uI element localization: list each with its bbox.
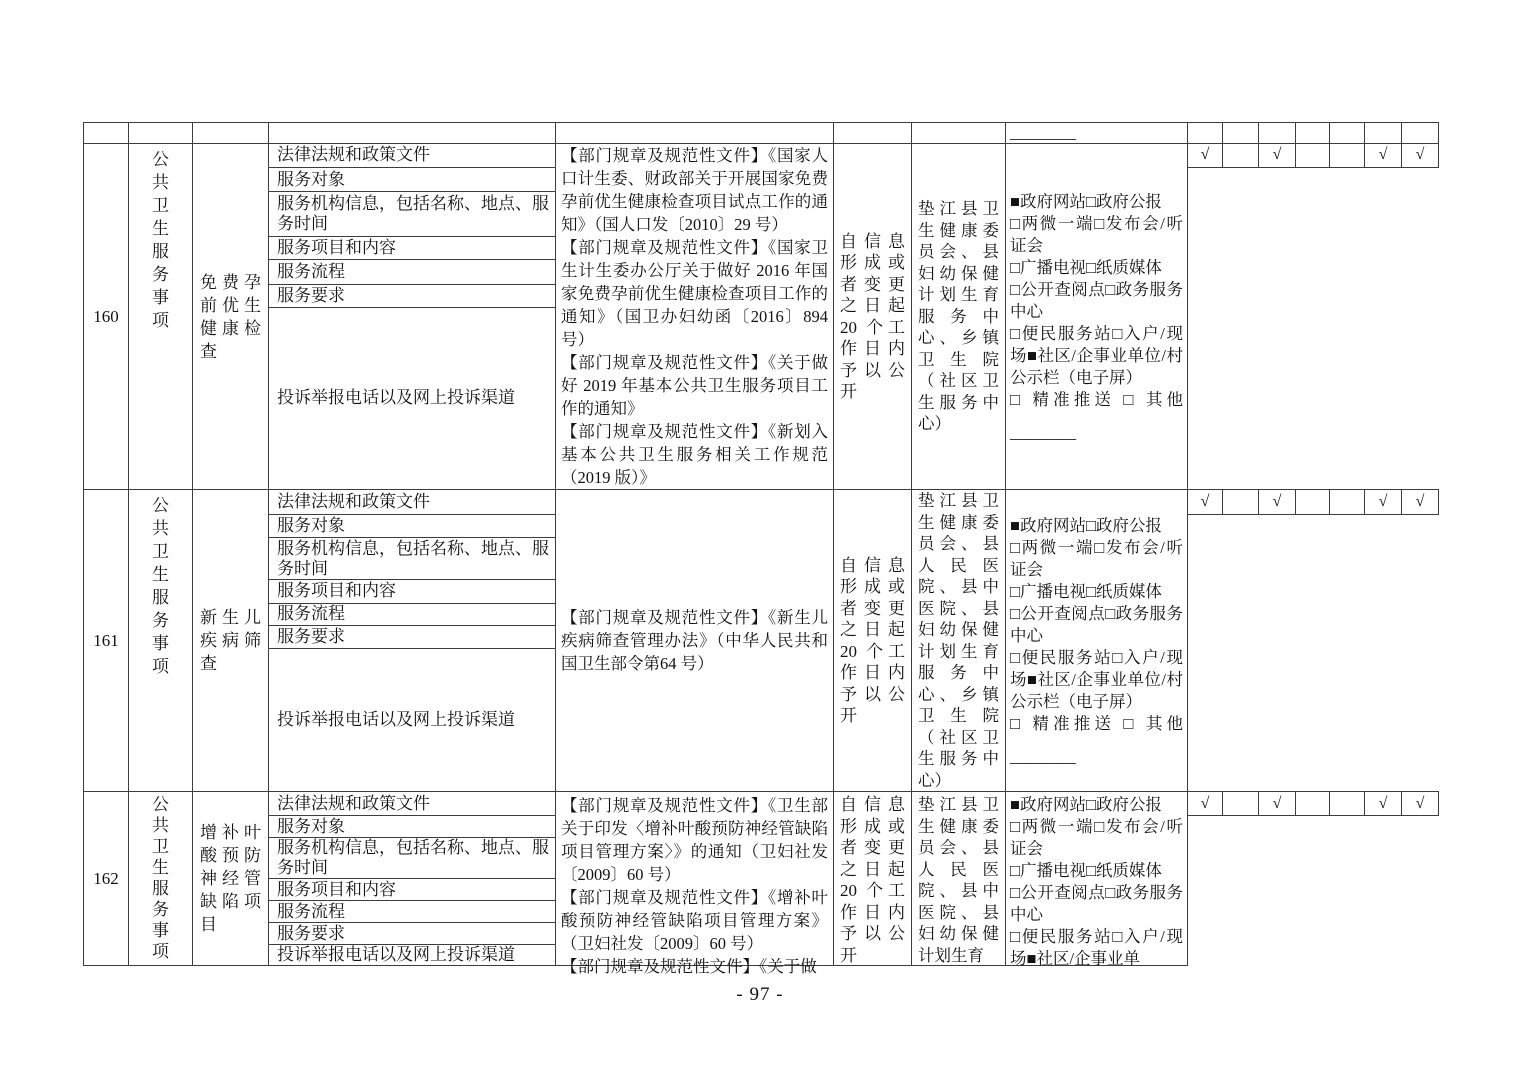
sub-item-cell: 服务项目和内容 xyxy=(269,879,556,901)
blank-underline: ________ xyxy=(1010,422,1076,442)
sub-item-cell: 服务流程 xyxy=(269,260,556,285)
check-cell xyxy=(1330,792,1365,816)
sub-item-cell: 服务要求 xyxy=(269,285,556,308)
check-cell xyxy=(1402,123,1439,144)
blank-underline: ________ xyxy=(1010,746,1076,766)
channels-cell xyxy=(1006,490,1188,792)
service-name: 增补叶酸预防神经管缺陷项目 xyxy=(200,823,261,934)
regulations-cell xyxy=(556,490,834,792)
sub-item-cell: 服务机构信息，包括名称、地点、服务时间 xyxy=(269,538,556,580)
publish-timing-cell xyxy=(834,792,912,966)
check-cell xyxy=(1296,490,1330,515)
channels-cell xyxy=(1006,123,1188,144)
sub-item-cell: 服务机构信息，包括名称、地点、服务时间 xyxy=(269,192,556,236)
check-cell xyxy=(1330,123,1365,144)
page-number: - 97 - xyxy=(736,984,784,1005)
sub-item-cell: 服务要求 xyxy=(269,626,556,649)
check-cell xyxy=(1296,792,1330,816)
check-cell: √ xyxy=(1365,144,1402,168)
responsible-org-text: 垫江县卫生健康委员会、县妇幼保健计划生育服务中心、乡镇卫生院（社区卫生服务中心） xyxy=(918,199,999,434)
regulations-cell xyxy=(556,792,834,976)
seq-cell: 162 xyxy=(84,792,129,966)
sub-item-cell: 法律法规和政策文件 xyxy=(269,792,556,816)
sub-item-cell: 投诉举报电话以及网上投诉渠道 xyxy=(269,648,556,791)
check-cell xyxy=(1330,490,1365,515)
responsible-org-cell xyxy=(912,792,1006,966)
sub-item-cell: 服务机构信息，包括名称、地点、服务时间 xyxy=(269,838,556,879)
check-cell: √ xyxy=(1188,792,1223,816)
check-cell xyxy=(1259,123,1296,144)
sub-item-cell: 服务项目和内容 xyxy=(269,580,556,604)
channel-line: □ 精准推送 □ 其他 xyxy=(1010,713,1183,733)
publish-timing-text: 自信息形成或者变更之日起20 个工作日内予以公开 xyxy=(840,795,905,965)
check-cell: √ xyxy=(1188,490,1223,515)
regulation-item: 【部门规章及规范性文件】《新生儿疾病筛查管理办法》（中华人民共和国卫生部令第64 号） xyxy=(561,608,828,673)
category-text: 公共卫生服务事项 xyxy=(152,150,169,330)
sub-item-cell: 服务要求 xyxy=(269,923,556,945)
regulation-item: 【部门规章及规范性文件】《增补叶酸预防神经管缺陷项目管理方案》（卫妇社发〔2009〕60 号） xyxy=(561,888,828,953)
channel-line: □两微一端□发布会/听证会 xyxy=(1010,213,1183,255)
check-cell: √ xyxy=(1259,792,1296,816)
responsible-org-text: 垫江县卫生健康委员会、县人民医院、县中医院、县妇幼保健计划生育 xyxy=(918,795,999,965)
publish-timing-cell xyxy=(834,144,912,490)
regulations-cell xyxy=(556,144,834,490)
table-row xyxy=(84,144,1439,168)
service-name-cell xyxy=(193,144,269,490)
sub-item-cell: 投诉举报电话以及网上投诉渠道 xyxy=(269,307,556,489)
service-name-cell xyxy=(193,792,269,966)
check-cell: √ xyxy=(1365,792,1402,816)
sub-item-cell: 服务对象 xyxy=(269,514,556,538)
check-cell xyxy=(1223,144,1259,168)
check-cell xyxy=(1330,144,1365,168)
sub-item-cell xyxy=(269,123,556,144)
seq-cell xyxy=(84,123,129,144)
check-cell xyxy=(1296,123,1330,144)
sub-item-cell: 服务对象 xyxy=(269,816,556,838)
channel-line: □两微一端□发布会/听证会 xyxy=(1010,537,1183,579)
regulation-item: 【部门规章及规范性文件】《国家人口计生委、财政部关于开展国家免费孕前优生健康检查项目试点工作的通知》（国人口发〔2010〕29 号） xyxy=(561,146,828,234)
channel-line: □广播电视□纸质媒体 xyxy=(1010,861,1162,880)
check-cell xyxy=(1188,123,1223,144)
service-name-cell xyxy=(193,123,269,144)
publish-timing-text: 自信息形成或者变更之日起20 个工作日内予以公开 xyxy=(840,555,905,725)
seq-cell: 160 xyxy=(84,144,129,490)
responsible-org-cell xyxy=(912,123,1006,144)
channels-cell xyxy=(1006,792,1188,966)
category-cell xyxy=(129,123,193,144)
sub-item-cell: 投诉举报电话以及网上投诉渠道 xyxy=(269,945,556,966)
channel-line: □广播电视□纸质媒体 xyxy=(1010,257,1162,277)
check-cell: √ xyxy=(1402,792,1439,816)
publish-timing-text: 自信息形成或者变更之日起20 个工作日内予以公开 xyxy=(840,231,905,401)
seq-cell: 161 xyxy=(84,490,129,792)
channel-line: ■政府网站□政府公报 xyxy=(1010,515,1162,535)
category-text: 公共卫生服务事项 xyxy=(152,795,169,961)
check-cell: √ xyxy=(1402,490,1439,515)
blank-underline: ________ xyxy=(1010,123,1076,142)
check-cell: √ xyxy=(1259,144,1296,168)
check-cell xyxy=(1365,123,1402,144)
service-name: 免费孕前优生健康检查 xyxy=(200,272,261,361)
check-cell: √ xyxy=(1188,144,1223,168)
channel-line: ■政府网站□政府公报 xyxy=(1010,795,1162,814)
service-name-cell xyxy=(193,490,269,792)
sub-item-cell: 服务项目和内容 xyxy=(269,236,556,260)
sub-item-cell: 服务流程 xyxy=(269,603,556,626)
responsible-org-text: 垫江县卫生健康委员会、县人民医院、县中医院、县妇幼保健计划生育服务中心、乡镇卫生院（社区卫生服务中心） xyxy=(918,491,999,790)
category-text: 公共卫生服务事项 xyxy=(152,496,169,676)
channels-cell xyxy=(1006,144,1188,490)
check-cell: √ xyxy=(1259,490,1296,515)
responsible-org-cell xyxy=(912,144,1006,490)
partial-top-row xyxy=(84,123,1439,144)
check-cell xyxy=(1296,144,1330,168)
category-cell xyxy=(129,144,193,490)
table-row xyxy=(84,490,1439,515)
regulations-cell xyxy=(556,123,834,144)
channel-line: □两微一端□发布会/听证会 xyxy=(1010,817,1183,858)
channel-line: □公开查阅点□政务服务中心 xyxy=(1010,603,1183,645)
regulation-item: 【部门规章及规范性文件】《关于做好 2019 年基本公共卫生服务项目工作的通知》 xyxy=(561,353,828,418)
sub-item-cell: 法律法规和政策文件 xyxy=(269,490,556,515)
channel-line: □公开查阅点□政务服务中心 xyxy=(1010,279,1183,321)
channel-line: ■政府网站□政府公报 xyxy=(1010,191,1162,211)
category-cell xyxy=(129,792,193,966)
category-cell xyxy=(129,490,193,792)
service-name: 新生儿疾病筛查 xyxy=(200,608,261,673)
regulation-item: 【部门规章及规范性文件】《新划入基本公共卫生服务相关工作规范（2019 版）》 xyxy=(561,422,828,487)
channel-line: □公开查阅点□政务服务中心 xyxy=(1010,883,1183,924)
check-cell: √ xyxy=(1365,490,1402,515)
check-cell xyxy=(1223,490,1259,515)
publish-timing-cell xyxy=(834,490,912,792)
check-cell: √ xyxy=(1402,144,1439,168)
sub-item-cell: 服务对象 xyxy=(269,167,556,192)
responsible-org-cell xyxy=(912,490,1006,792)
regulation-item: 【部门规章及规范性文件】《卫生部关于印发〈增补叶酸预防神经管缺陷项目管理方案〉》的通知（卫妇社发〔2009〕60 号） xyxy=(561,796,828,884)
channel-line: □便民服务站□入户/现场■社区/企事业单位/村公示栏（电子屏） xyxy=(1010,323,1183,387)
check-cell xyxy=(1223,123,1259,144)
channel-line: □ 精准推送 □ 其他 xyxy=(1010,389,1183,409)
sub-item-cell: 服务流程 xyxy=(269,901,556,923)
table-row xyxy=(84,792,1439,816)
check-cell xyxy=(1223,792,1259,816)
channel-line: □便民服务站□入户/现场■社区/企事业单 xyxy=(1010,927,1183,968)
channel-line: □广播电视□纸质媒体 xyxy=(1010,581,1162,601)
publish-timing-cell xyxy=(834,123,912,144)
regulation-item: 【部门规章及规范性文件】《关于做 xyxy=(561,957,817,976)
public-services-table xyxy=(83,122,1439,976)
sub-item-cell: 法律法规和政策文件 xyxy=(269,144,556,168)
channel-line: □便民服务站□入户/现场■社区/企事业单位/村公示栏（电子屏） xyxy=(1010,647,1183,711)
regulation-item: 【部门规章及规范性文件】《国家卫生计生委办公厅关于做好 2016 年国家免费孕前优生健康检查项目工作的通知》（国卫办妇幼函〔2016〕894 号） xyxy=(561,238,828,349)
